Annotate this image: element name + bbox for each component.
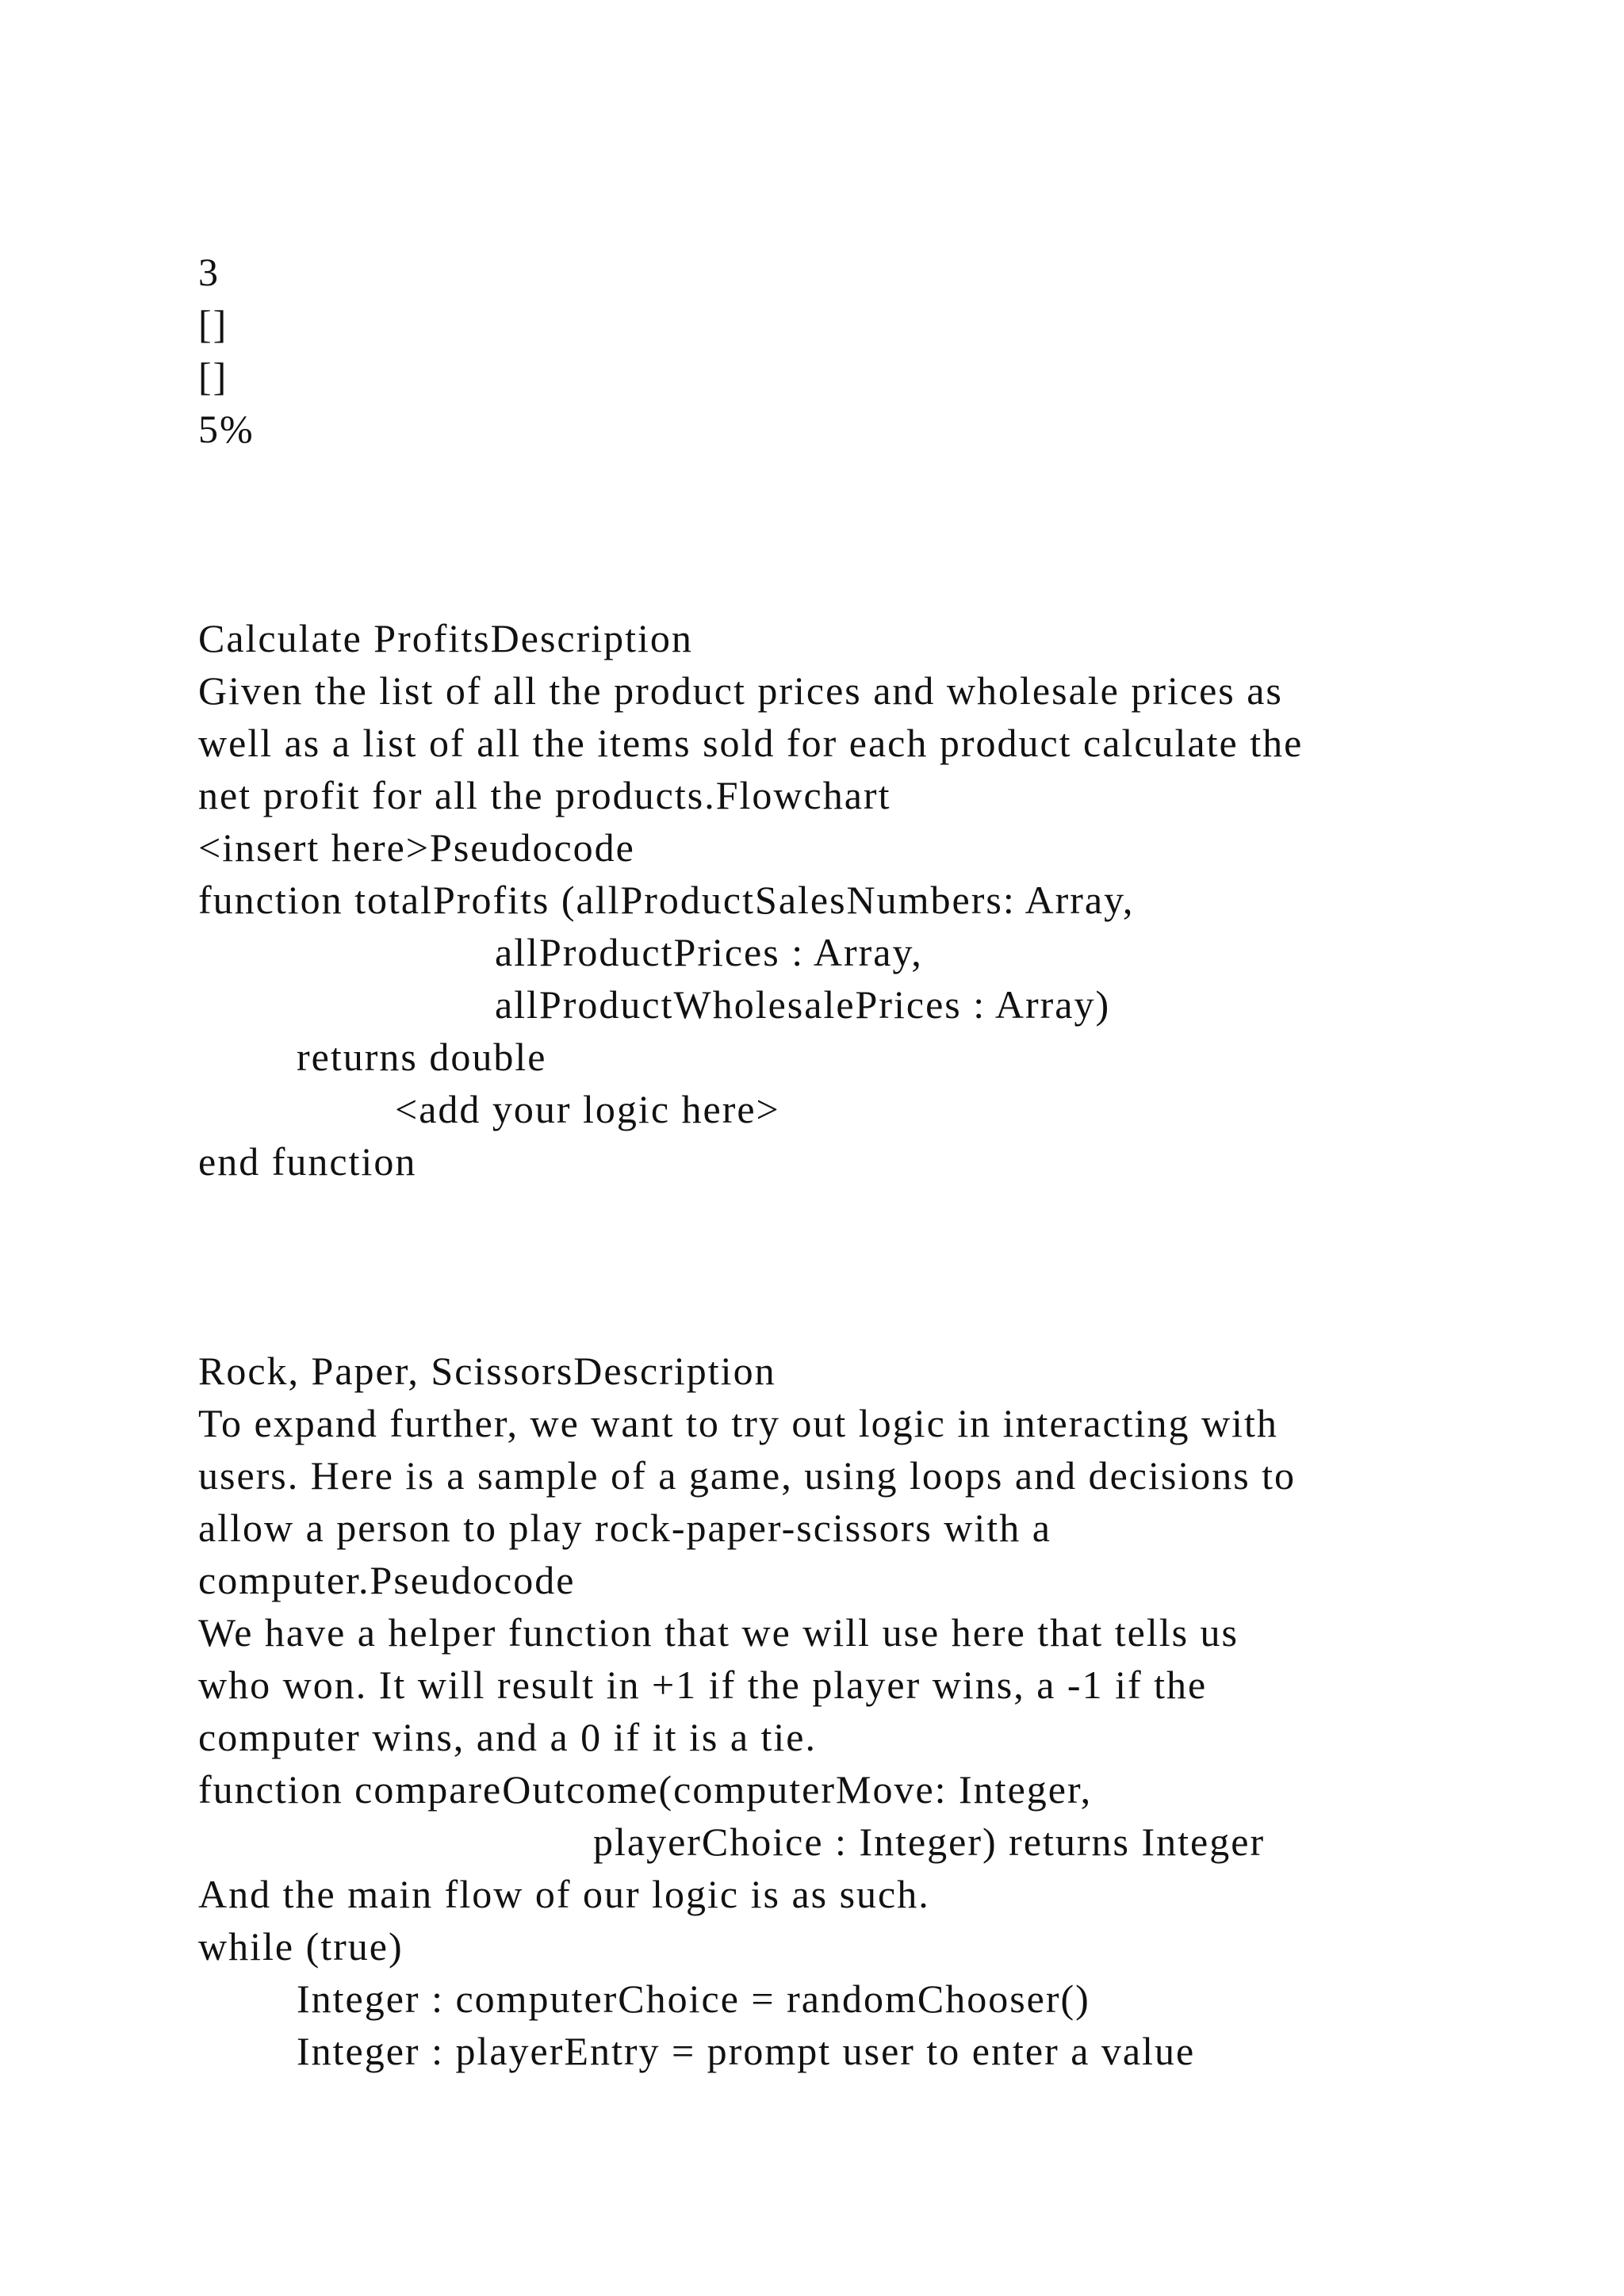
rps-description-line: users. Here is a sample of a game, using loops and decisions to (198, 1453, 1297, 1498)
code-line: Integer : computerChoice = randomChooser() (297, 1976, 1090, 2021)
code-line: while (true) (198, 1924, 404, 1969)
code-line: Integer : playerEntry = prompt user to enter a value (297, 2029, 1196, 2073)
top-value-percent: 5% (198, 407, 255, 451)
code-line: returns double (297, 1035, 547, 1079)
code-line: function totalProfits (allProductSalesNumbers: Array, (198, 878, 1135, 922)
rps-helper-text-line: computer wins, and a 0 if it is a tie. (198, 1715, 818, 1759)
rps-description-line: allow a person to play rock-paper-scissors with a (198, 1506, 1051, 1550)
rps-helper-text-line: who won. It will result in +1 if the player wins, a -1 if the (198, 1663, 1208, 1707)
calculate-profits-description-line: well as a list of all the items sold for each product calculate the (198, 721, 1304, 765)
top-value-empty-array-2: [] (198, 354, 228, 399)
code-line: allProductPrices : Array, (495, 930, 923, 974)
calculate-profits-heading: Calculate ProfitsDescription (198, 616, 693, 660)
calculate-profits-description-line: <insert here>Pseudocode (198, 825, 635, 870)
rock-paper-scissors-heading: Rock, Paper, ScissorsDescription (198, 1349, 776, 1393)
code-line: allProductWholesalePrices : Array) (495, 982, 1111, 1027)
calculate-profits-description-line: net profit for all the products.Flowchart (198, 773, 891, 817)
rps-helper-text-line: We have a helper function that we will use here that tells us (198, 1610, 1239, 1655)
rps-description-line: To expand further, we want to try out logic in interacting with (198, 1401, 1278, 1445)
code-line: <add your logic here> (395, 1087, 780, 1131)
rps-main-flow-text: And the main flow of our logic is as such. (198, 1872, 930, 1916)
code-line: end function (198, 1139, 417, 1184)
calculate-profits-description-line: Given the list of all the product prices and wholesale prices as (198, 668, 1283, 713)
code-line: playerChoice : Integer) returns Integer (593, 1820, 1266, 1864)
code-line: function compareOutcome(computerMove: Integer, (198, 1767, 1093, 1812)
top-value-count: 3 (198, 250, 220, 294)
top-value-empty-array-1: [] (198, 302, 228, 346)
rps-description-line: computer.Pseudocode (198, 1558, 576, 1602)
